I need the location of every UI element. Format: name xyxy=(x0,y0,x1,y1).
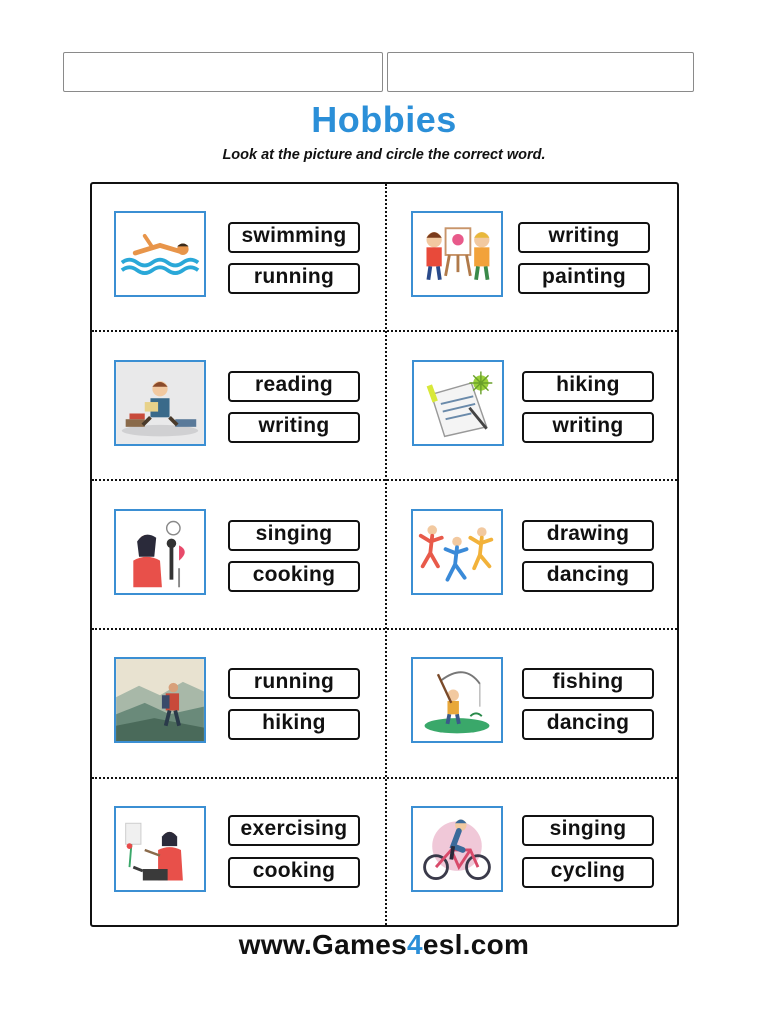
option-word[interactable]: running xyxy=(228,263,360,294)
option-word[interactable]: hiking xyxy=(228,709,360,740)
name-field[interactable] xyxy=(63,52,383,92)
option-word[interactable]: hiking xyxy=(522,371,654,402)
hiking-picture-icon xyxy=(114,657,206,743)
option-word[interactable]: swimming xyxy=(228,222,360,253)
option-word[interactable]: singing xyxy=(522,815,654,846)
row-divider xyxy=(92,479,677,481)
option-word[interactable]: cycling xyxy=(522,857,654,888)
option-word[interactable]: painting xyxy=(518,263,650,294)
swimming-picture-icon xyxy=(114,211,206,297)
dancing-picture-icon xyxy=(411,509,503,595)
site-suffix: esl.com xyxy=(422,929,530,960)
option-word[interactable]: writing xyxy=(518,222,650,253)
site-number: 4 xyxy=(406,929,423,960)
cycling-picture-icon xyxy=(411,806,503,892)
singing-picture-icon xyxy=(114,509,206,595)
option-word[interactable]: dancing xyxy=(522,561,654,592)
option-word[interactable]: reading xyxy=(228,371,360,402)
painting-picture-icon xyxy=(411,211,503,297)
page-title: Hobbies xyxy=(311,99,457,140)
option-word[interactable]: writing xyxy=(228,412,360,443)
date-field[interactable] xyxy=(387,52,694,92)
option-word[interactable]: exercising xyxy=(228,815,360,846)
option-word[interactable]: running xyxy=(228,668,360,699)
option-word[interactable]: cooking xyxy=(228,561,360,592)
fishing-picture-icon xyxy=(411,657,503,743)
row-divider xyxy=(92,628,677,630)
row-divider xyxy=(92,330,677,332)
row-divider xyxy=(92,777,677,779)
option-word[interactable]: dancing xyxy=(522,709,654,740)
cooking-picture-icon xyxy=(114,806,206,892)
instructions: Look at the picture and circle the correct word. xyxy=(222,147,546,163)
option-word[interactable]: writing xyxy=(522,412,654,443)
column-divider xyxy=(385,184,387,925)
writing-picture-icon xyxy=(412,360,504,446)
option-word[interactable]: fishing xyxy=(522,668,654,699)
option-word[interactable]: singing xyxy=(228,520,360,551)
reading-picture-icon xyxy=(114,360,206,446)
site-prefix: www.Games xyxy=(238,929,407,960)
option-word[interactable]: drawing xyxy=(522,520,654,551)
site-footer xyxy=(0,929,768,961)
option-word[interactable]: cooking xyxy=(228,857,360,888)
